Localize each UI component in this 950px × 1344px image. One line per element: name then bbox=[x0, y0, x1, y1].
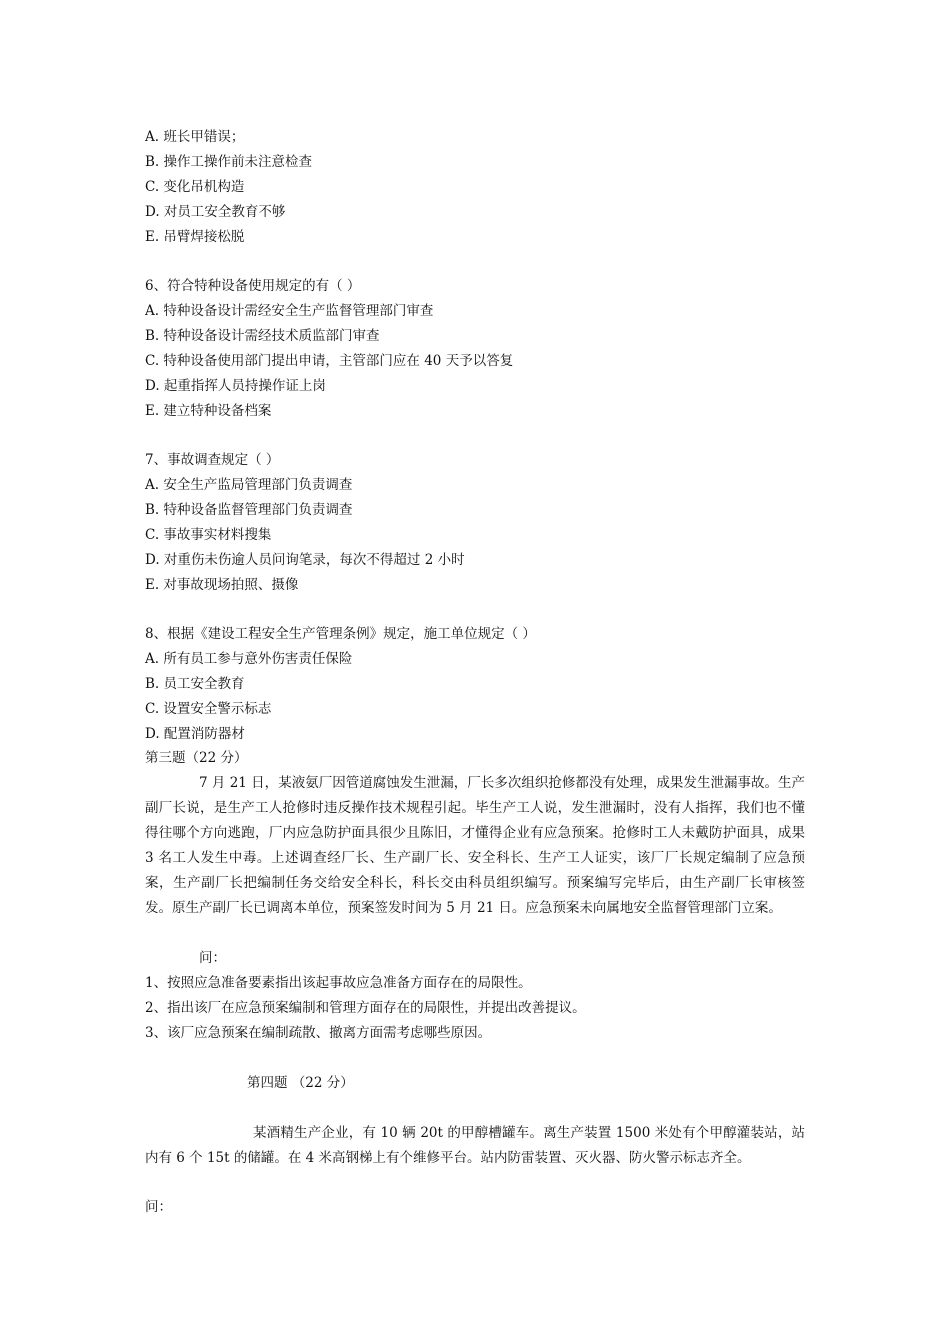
q8-option-d: D. 配置消防器材 bbox=[145, 726, 245, 742]
q6-option-c: C. 特种设备使用部门提出申请，主管部门应在 40 天予以答复 bbox=[145, 353, 514, 369]
q7-option-e: E. 对事故现场拍照、摄像 bbox=[145, 577, 299, 593]
q8-option-c: C. 设置安全警示标志 bbox=[145, 701, 272, 717]
option-a: A. 班长甲错误； bbox=[145, 129, 245, 145]
q7-option-d: D. 对重伤未伤逾人员问询笔录，每次不得超过 2 小时 bbox=[145, 552, 465, 568]
part-3-question-3: 3、该厂应急预案在编制疏散、撤离方面需考虑哪些原因。 bbox=[145, 1025, 492, 1041]
option-d: D. 对员工安全教育不够 bbox=[145, 204, 286, 220]
part-3-question-2: 2、指出该厂在应急预案编制和管理方面存在的局限性，并提出改善提议。 bbox=[145, 1000, 586, 1016]
question-8-stem: 8、根据《建设工程安全生产管理条例》规定，施工单位规定（ ） bbox=[145, 626, 536, 642]
part-4-body: 某酒精生产企业，有 10 辆 20t 的甲醇槽罐车。离生产装置 1500 米处有个甲醇灌装站，站内有 6 个 15t 的储罐。在 4 米高钢梯上有个维修平台。站内防雷装置、灭火器、防火警示标志齐全。 bbox=[145, 1125, 805, 1166]
question-6-stem: 6、符合特种设备使用规定的有（ ） bbox=[145, 278, 361, 294]
option-b: B. 操作工操作前未注意检查 bbox=[145, 154, 313, 170]
q6-option-d: D. 起重指挥人员持操作证上岗 bbox=[145, 378, 326, 394]
q6-option-b: B. 特种设备设计需经技术质监部门审查 bbox=[145, 328, 380, 344]
part-3-ask: 问： bbox=[199, 950, 226, 966]
q7-option-a: A. 安全生产监局管理部门负责调查 bbox=[145, 477, 353, 493]
option-c: C. 变化吊机构造 bbox=[145, 179, 245, 195]
q8-option-b: B. 员工安全教育 bbox=[145, 676, 245, 692]
part-3-title: 第三题（22 分） bbox=[145, 750, 248, 766]
q7-option-b: B. 特种设备监督管理部门负责调查 bbox=[145, 502, 353, 518]
part-3-body: 7 月 21 日，某液氨厂因管道腐蚀发生泄漏，厂长多次组织抢修都没有处理，成果发生泄漏事故。生产副厂长说，是生产工人抢修时违反操作技术规程引起。毕生产工人说，发生泄漏时，没有人指挥，我们也不懂得往哪个方向逃跑，厂内应急防护面具很少且陈旧，才懂得企业有应急预案。抢修时工人未戴防护面具，成果 3 名工人发生中毒。上述调查经厂长、生产副厂长、安全科长、生产工人证实，该厂厂长规定编制了应急预案，生产副厂长把编制任务交给安全科长，科长交由科员组织编写。预案编写完毕后，由生产副厂长审核签发。原生产副厂长已调离本单位，预案签发时间为 5 月 21 日。应急预案未向属地安全监督管理部门立案。 bbox=[145, 775, 805, 916]
q7-option-c: C. 事故事实材料搜集 bbox=[145, 527, 272, 543]
part-4-ask: 问： bbox=[145, 1199, 172, 1215]
part-3-question-1: 1、按照应急准备要素指出该起事故应急准备方面存在的局限性。 bbox=[145, 975, 532, 991]
option-e: E. 吊臂焊接松脱 bbox=[145, 229, 245, 245]
q6-option-a: A. 特种设备设计需经安全生产监督管理部门审查 bbox=[145, 303, 434, 319]
part-4-title: 第四题 （22 分） bbox=[247, 1075, 354, 1091]
q8-option-a: A. 所有员工参与意外伤害责任保险 bbox=[145, 651, 353, 667]
question-7-stem: 7、事故调查规定（ ） bbox=[145, 452, 280, 468]
q6-option-e: E. 建立特种设备档案 bbox=[145, 403, 272, 419]
